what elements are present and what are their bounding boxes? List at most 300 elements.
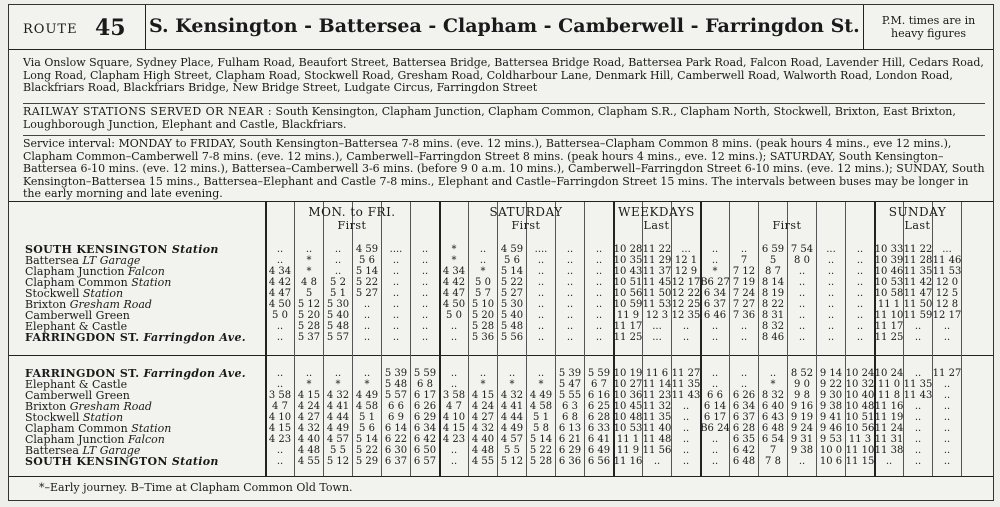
- route-header: [9, 5, 993, 50]
- time-cell: ..: [421, 255, 429, 266]
- time-cell: ..: [450, 456, 458, 467]
- time-cell: ..: [566, 310, 574, 321]
- time-cell: 10 59: [613, 299, 643, 310]
- time-cell: 5 36: [471, 332, 495, 343]
- time-cell: 4 58: [355, 401, 379, 412]
- time-cell: ..: [827, 277, 835, 288]
- time-cell: ...: [652, 321, 662, 332]
- time-cell: ..: [711, 321, 719, 332]
- time-cell: 5 14: [355, 266, 379, 277]
- time-cell: 11 29: [642, 255, 672, 266]
- stop-label: Brixton: [25, 298, 70, 311]
- time-cell: 5 28: [297, 321, 321, 332]
- time-cell: ..: [856, 277, 864, 288]
- time-cell: ..: [740, 379, 748, 390]
- time-cell: ..: [653, 456, 661, 467]
- time-cell: 7 8: [765, 456, 781, 467]
- time-cell: 6 37: [703, 299, 727, 310]
- time-cell: ..: [421, 277, 429, 288]
- time-cell: 11 35: [671, 379, 701, 390]
- time-cell: ..: [450, 332, 458, 343]
- time-cell: ..: [856, 321, 864, 332]
- service-interval: Service interval: MONDAY to FRIDAY, South Kensington–Battersea 7-8 mins. (eve. 12 mins.), Battersea–Clapham Common 8 mins. (peak hours 4 mins., eve 12 mins.), Clapham Common–Camberwell 7-8 mins. (eve. 12 mins.), Camberwell–Farringdon Street 8 mins. (peak hours 4 mins., eve. 12 mins.); SATURDAY, South Kensington–Battersea 6-10 mins. (eve. 12 mins.), Battersea–Camberwell 3-6 mins. (before 9 0 a.m. 10 mins.), Camberwell–Farringdon Street 6-10 mins. (eve. 12 mins.); SUNDAY, South Kensington–Battersea 15 mins., Battersea–Elephant and Castle 7-8 mins., Elephant and Castle–Farringdon Street 15 mins. The intervals between buses may be longer in the early morning and late evening.: [23, 137, 985, 200]
- time-cell: 8 19: [761, 288, 785, 299]
- time-cell: 11 53: [932, 266, 962, 277]
- time-cell: ..: [798, 299, 806, 310]
- time-cell: ..: [392, 321, 400, 332]
- time-cell: 5 48: [500, 321, 524, 332]
- time-cell: 4 40: [471, 434, 495, 445]
- time-cell: ..: [682, 423, 690, 434]
- time-cell: ..: [537, 321, 545, 332]
- time-cell: 6 26: [732, 390, 756, 401]
- time-cell: 5 48: [384, 379, 408, 390]
- time-cell: 4 32: [297, 423, 321, 434]
- time-cell: 10 56: [845, 423, 875, 434]
- time-cell: 11 38: [874, 445, 904, 456]
- time-cell: 7: [769, 445, 777, 456]
- time-cell: 6 28: [587, 412, 611, 423]
- time-cell: 11 22: [642, 244, 672, 255]
- time-cell: 4 59: [355, 244, 379, 255]
- time-cell: 9 8: [794, 390, 810, 401]
- time-cell: 6 3: [562, 401, 578, 412]
- time-cell: 11 22: [903, 244, 933, 255]
- time-cell: 5 6: [359, 423, 375, 434]
- time-cell: 11 46: [932, 255, 962, 266]
- via-text: Via Onslow Square, Sydney Place, Fulham Road, Beaufort Street, Battersea Bridge, Battersea Bridge Road, Battersea Park Road, Falcon Road, Lavender Hill, Cedars Road, Long Road, Clapham High Street, Clapham Road, Stockwell Road, Gresham Road, Coldharbour Lane, Denmark Hill, Camberwell Road, Walworth Road, London Road, Blackfriars Road, Blackfriars Bridge, New Bridge Street, Ludgate Circus, Farringdon Street: [23, 56, 984, 94]
- time-cell: ..: [392, 277, 400, 288]
- time-cell: ..: [914, 434, 922, 445]
- time-cell: 5 14: [500, 266, 524, 277]
- time-cell: 9 53: [819, 434, 843, 445]
- time-cell: 5 12: [500, 456, 524, 467]
- time-cell: 4 27: [471, 412, 495, 423]
- stop-suffix: Falcon: [128, 433, 165, 446]
- time-cell: 5 40: [326, 310, 350, 321]
- time-cell: 8 7: [765, 266, 781, 277]
- time-cell: 5 56: [500, 332, 524, 343]
- time-cell: 11 3: [848, 434, 872, 445]
- time-cell: ..: [392, 310, 400, 321]
- railway-list: South Kensington, Clapham Junction, Clapham Common, Clapham S.R., Clapham North, Stockwell, Brixton, East Brixton, Loughborough Junction, Elephant and Castle, Blackfriars.: [23, 105, 956, 131]
- time-cell: 10 48: [613, 412, 643, 423]
- stop-label: FARRINGDON ST.: [25, 331, 144, 344]
- time-cell: *: [306, 255, 312, 266]
- railway-heading: RAILWAY STATIONS SERVED OR NEAR :: [23, 105, 273, 118]
- time-cell: 4 50: [268, 299, 292, 310]
- time-cell: 4 47: [442, 288, 466, 299]
- time-cell: 7 19: [732, 277, 756, 288]
- stop-label: Clapham Junction: [25, 265, 128, 278]
- stop-suffix: Farringdon Ave.: [143, 331, 246, 344]
- time-cell: ..: [421, 288, 429, 299]
- time-cell: 11 25: [874, 332, 904, 343]
- time-cell: ..: [914, 332, 922, 343]
- time-cell: 5 0: [475, 277, 491, 288]
- time-cell: ..: [856, 332, 864, 343]
- time-cell: 5 39: [384, 368, 408, 379]
- time-cell: ..: [595, 299, 603, 310]
- time-cell: 10 36: [613, 390, 643, 401]
- time-cell: 11 16: [613, 456, 643, 467]
- time-cell: 8 32: [761, 321, 785, 332]
- time-cell: 4 49: [500, 423, 524, 434]
- time-cell: 5 5: [504, 445, 520, 456]
- time-cell: 6 8: [562, 412, 578, 423]
- time-cell: ..: [537, 368, 545, 379]
- time-cell: 5 40: [500, 310, 524, 321]
- time-cell: *: [451, 255, 457, 266]
- time-cell: 4 10: [268, 412, 292, 423]
- railway-stations: [23, 103, 985, 131]
- time-cell: ..: [305, 244, 313, 255]
- time-cell: 11 27: [671, 368, 701, 379]
- time-cell: *: [306, 379, 312, 390]
- time-cell: 4 59: [500, 244, 524, 255]
- time-cell: 12 35: [671, 310, 701, 321]
- time-cell: 11 6: [645, 368, 669, 379]
- time-cell: 11 10: [845, 445, 875, 456]
- time-cell: ..: [682, 434, 690, 445]
- time-cell: ..: [914, 445, 922, 456]
- time-cell: 9 24: [790, 423, 814, 434]
- time-cell: ..: [276, 456, 284, 467]
- time-cell: 10 43: [613, 266, 643, 277]
- stop-suffix: Falcon: [128, 265, 165, 278]
- time-cell: 9 31: [790, 434, 814, 445]
- time-cell: 5 14: [529, 434, 553, 445]
- time-cell: 10 51: [613, 277, 643, 288]
- time-cell: 12 22: [671, 288, 701, 299]
- time-cell: B6 27: [700, 277, 730, 288]
- time-cell: ...: [826, 244, 836, 255]
- time-cell: 10 48: [845, 401, 875, 412]
- time-cell: 4 27: [297, 412, 321, 423]
- stop-suffix: Station: [171, 243, 219, 256]
- time-cell: ..: [363, 321, 371, 332]
- time-cell: ..: [711, 445, 719, 456]
- time-cell: ..: [450, 379, 458, 390]
- time-cell: ..: [392, 266, 400, 277]
- time-cell: 10 51: [845, 412, 875, 423]
- time-cell: ..: [711, 368, 719, 379]
- time-cell: ..: [508, 368, 516, 379]
- time-cell: 4 10: [442, 412, 466, 423]
- time-cell: 9 22: [819, 379, 843, 390]
- time-cell: 12 9: [674, 266, 698, 277]
- time-cell: ..: [769, 368, 777, 379]
- stop-suffix: LT Garage: [82, 254, 141, 267]
- timetable-grid: [9, 201, 993, 477]
- time-cell: 5 28: [529, 456, 553, 467]
- time-cell: 12 0: [935, 277, 959, 288]
- time-cell: ..: [711, 332, 719, 343]
- time-cell: 6 29: [413, 412, 437, 423]
- time-cell: 5 57: [326, 332, 350, 343]
- time-cell: ..: [537, 299, 545, 310]
- time-cell: ..: [943, 321, 951, 332]
- time-cell: ..: [537, 255, 545, 266]
- time-cell: ..: [827, 288, 835, 299]
- timetable-page: [8, 4, 994, 501]
- time-cell: 5 7: [475, 288, 491, 299]
- time-cell: 4 23: [268, 434, 292, 445]
- time-cell: ..: [595, 332, 603, 343]
- time-cell: 4 49: [529, 390, 553, 401]
- time-cell: 6 48: [732, 456, 756, 467]
- time-cell: 12 8: [935, 299, 959, 310]
- stop-label: Stockwell: [25, 287, 83, 300]
- group-subheading: Last: [904, 219, 931, 232]
- time-cell: 6 28: [732, 423, 756, 434]
- time-cell: ..: [798, 288, 806, 299]
- time-cell: 4 15: [471, 390, 495, 401]
- time-cell: 10 33: [874, 244, 904, 255]
- time-cell: 6 22: [384, 434, 408, 445]
- time-cell: 5 37: [297, 332, 321, 343]
- time-cell: 4 44: [500, 412, 524, 423]
- time-cell: 11 23: [642, 390, 672, 401]
- time-cell: 7 36: [732, 310, 756, 321]
- stop-label: FARRINGDON ST.: [25, 367, 144, 380]
- time-cell: 11 59: [903, 310, 933, 321]
- time-cell: ..: [740, 321, 748, 332]
- time-cell: ..: [856, 310, 864, 321]
- time-cell: ..: [566, 255, 574, 266]
- time-cell: 7 24: [732, 288, 756, 299]
- time-cell: 6 13: [558, 423, 582, 434]
- time-cell: 9 38: [790, 445, 814, 456]
- stop-label: Camberwell Green: [25, 389, 130, 402]
- time-cell: ..: [595, 266, 603, 277]
- time-cell: 5 20: [471, 310, 495, 321]
- time-cell: 11 25: [613, 332, 643, 343]
- time-cell: ..: [798, 266, 806, 277]
- time-cell: ..: [537, 288, 545, 299]
- time-cell: 4 48: [471, 445, 495, 456]
- time-cell: 8 0: [794, 255, 810, 266]
- time-cell: 10 39: [874, 255, 904, 266]
- time-cell: 4 23: [442, 434, 466, 445]
- time-cell: 4 48: [297, 445, 321, 456]
- group-subheading: First: [511, 219, 541, 232]
- time-cell: 11 50: [903, 299, 933, 310]
- time-cell: ..: [421, 321, 429, 332]
- stop-label: Stockwell: [25, 411, 83, 424]
- time-cell: ..: [595, 288, 603, 299]
- time-cell: 11 48: [642, 434, 672, 445]
- time-cell: 6 6: [388, 401, 404, 412]
- stop-label: Battersea: [25, 254, 83, 267]
- time-cell: 4 15: [297, 390, 321, 401]
- time-cell: 4 41: [500, 401, 524, 412]
- time-cell: ...: [652, 332, 662, 343]
- footnote: *–Early journey. B–Time at Clapham Common Old Town.: [39, 481, 353, 494]
- time-cell: ..: [711, 255, 719, 266]
- time-cell: 6 16: [587, 390, 611, 401]
- time-cell: ..: [943, 401, 951, 412]
- time-cell: 10 32: [845, 379, 875, 390]
- time-cell: 11 43: [903, 390, 933, 401]
- time-cell: 3 58: [442, 390, 466, 401]
- time-cell: 10 24: [874, 368, 904, 379]
- time-cell: ..: [798, 277, 806, 288]
- time-cell: 10 46: [874, 266, 904, 277]
- time-cell: ..: [276, 321, 284, 332]
- time-cell: 11 10: [874, 310, 904, 321]
- time-cell: ..: [276, 332, 284, 343]
- time-cell: 6 26: [413, 401, 437, 412]
- time-cell: 5 20: [297, 310, 321, 321]
- stop-suffix: Station: [82, 411, 124, 424]
- time-cell: ..: [943, 423, 951, 434]
- time-cell: 10 0: [819, 445, 843, 456]
- time-cell: 6 7: [591, 379, 607, 390]
- time-cell: 6 6: [707, 390, 723, 401]
- time-cell: *: [770, 379, 776, 390]
- time-cell: 5 1: [533, 412, 549, 423]
- time-cell: 5 1: [330, 288, 346, 299]
- time-cell: ..: [856, 255, 864, 266]
- time-cell: 11 42: [903, 277, 933, 288]
- time-cell: *: [364, 379, 370, 390]
- time-cell: 5 29: [355, 456, 379, 467]
- time-cell: 5 22: [355, 445, 379, 456]
- time-cell: 6 14: [703, 401, 727, 412]
- time-cell: ..: [537, 310, 545, 321]
- time-cell: 6 8: [417, 379, 433, 390]
- time-cell: 11 19: [874, 412, 904, 423]
- stop-suffix: Farringdon Ave.: [143, 367, 246, 380]
- time-cell: 11 1: [616, 434, 640, 445]
- time-cell: 9 38: [819, 401, 843, 412]
- time-cell: 10 6: [819, 456, 843, 467]
- time-cell: 12 5: [935, 288, 959, 299]
- time-cell: 5 59: [587, 368, 611, 379]
- time-cell: 6 46: [703, 310, 727, 321]
- time-cell: 8 14: [761, 277, 785, 288]
- time-cell: 6 37: [732, 412, 756, 423]
- route-number: 45: [95, 15, 126, 41]
- time-cell: 8 32: [761, 390, 785, 401]
- time-cell: 5 22: [355, 277, 379, 288]
- time-cell: 9 14: [819, 368, 843, 379]
- time-cell: 4 24: [471, 401, 495, 412]
- time-cell: 8 46: [761, 332, 785, 343]
- time-cell: 7 27: [732, 299, 756, 310]
- time-cell: 5 22: [529, 445, 553, 456]
- stop-name: [25, 332, 246, 343]
- time-cell: 6 48: [761, 423, 785, 434]
- time-cell: ..: [450, 445, 458, 456]
- time-cell: ..: [276, 244, 284, 255]
- stop-suffix: Station: [82, 287, 124, 300]
- time-cell: 4 58: [529, 401, 553, 412]
- time-cell: 9 19: [790, 412, 814, 423]
- time-cell: *: [480, 379, 486, 390]
- time-cell: 5 27: [355, 288, 379, 299]
- time-cell: 10 40: [845, 390, 875, 401]
- time-cell: 4 8: [301, 277, 317, 288]
- time-cell: 4 55: [471, 456, 495, 467]
- time-cell: 7 54: [790, 244, 814, 255]
- time-cell: 5 47: [558, 379, 582, 390]
- time-cell: 9 0: [794, 379, 810, 390]
- time-cell: ..: [421, 332, 429, 343]
- time-cell: *: [480, 266, 486, 277]
- group-heading: MON. to FRI.: [308, 205, 396, 219]
- time-cell: 6 35: [732, 434, 756, 445]
- time-cell: ..: [363, 368, 371, 379]
- time-cell: 6 25: [587, 401, 611, 412]
- time-cell: 6 37: [384, 456, 408, 467]
- time-cell: ..: [740, 244, 748, 255]
- time-cell: 10 56: [613, 288, 643, 299]
- stop-label: Camberwell Green: [25, 309, 130, 322]
- time-cell: 11 9: [616, 445, 640, 456]
- time-cell: ..: [421, 310, 429, 321]
- time-cell: ..: [682, 321, 690, 332]
- time-cell: *: [712, 266, 718, 277]
- time-cell: 6 41: [587, 434, 611, 445]
- time-cell: ..: [943, 390, 951, 401]
- time-cell: 6 40: [761, 401, 785, 412]
- time-cell: ..: [334, 255, 342, 266]
- time-cell: 6 9: [388, 412, 404, 423]
- time-cell: ....: [534, 244, 548, 255]
- time-cell: 11 43: [671, 390, 701, 401]
- time-cell: 6 29: [558, 445, 582, 456]
- time-cell: 5 30: [500, 299, 524, 310]
- time-cell: 5 5: [330, 445, 346, 456]
- time-cell: ..: [914, 368, 922, 379]
- time-cell: 4 49: [355, 390, 379, 401]
- time-cell: ..: [450, 368, 458, 379]
- time-cell: ..: [595, 244, 603, 255]
- time-cell: 11 16: [874, 401, 904, 412]
- time-cell: ..: [276, 368, 284, 379]
- stop-label: SOUTH KENSINGTON: [25, 243, 172, 256]
- time-cell: *: [335, 379, 341, 390]
- time-cell: ..: [943, 332, 951, 343]
- time-cell: ..: [421, 266, 429, 277]
- stop-suffix: LT Garage: [82, 444, 141, 457]
- time-cell: ..: [276, 379, 284, 390]
- time-cell: ..: [392, 332, 400, 343]
- time-cell: 8 52: [790, 368, 814, 379]
- time-cell: 11 17: [874, 321, 904, 332]
- time-cell: 7: [740, 255, 748, 266]
- time-cell: ..: [392, 255, 400, 266]
- time-cell: ..: [885, 456, 893, 467]
- time-cell: ..: [566, 332, 574, 343]
- time-cell: 5 39: [558, 368, 582, 379]
- time-cell: ..: [682, 332, 690, 343]
- time-cell: 5 30: [326, 299, 350, 310]
- time-cell: ....: [389, 244, 403, 255]
- time-cell: ..: [943, 434, 951, 445]
- stop-label: Clapham Common: [25, 276, 132, 289]
- time-cell: ..: [711, 434, 719, 445]
- stop-suffix: Gresham Road: [69, 400, 152, 413]
- time-cell: ..: [740, 368, 748, 379]
- time-cell: 11 47: [903, 288, 933, 299]
- time-cell: 5: [305, 288, 313, 299]
- time-cell: 10 19: [613, 368, 643, 379]
- time-cell: 11 32: [642, 401, 672, 412]
- time-cell: 4 57: [500, 434, 524, 445]
